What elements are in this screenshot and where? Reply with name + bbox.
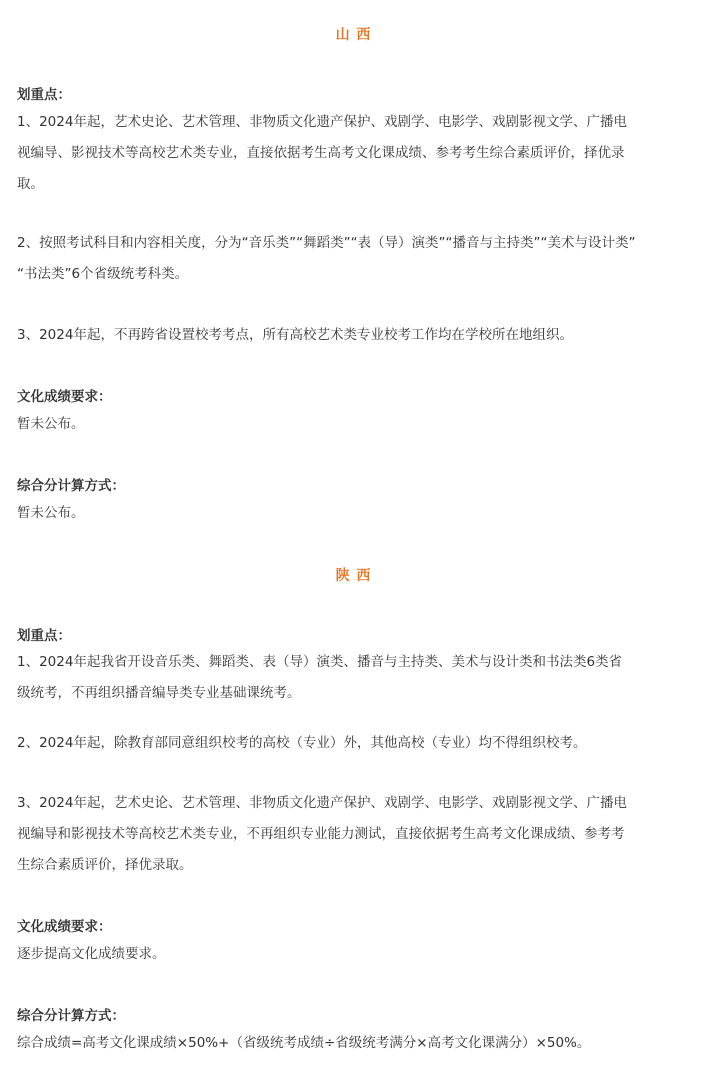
culture-requirement-text: 暂未公布。 — [17, 416, 85, 432]
paragraph-line: 取。 — [17, 176, 44, 192]
key-point-item — [17, 728, 693, 759]
paragraph-line: 3、2024年起，不再跨省设置校考考点，所有高校艺术类专业校考工作均在学校所在地组织。 — [17, 327, 573, 343]
key-points-label: 划重点： — [17, 628, 71, 644]
paragraph-line: 生综合素质评价，择优录取。 — [17, 857, 193, 873]
section-title-shanxi: 山 西 — [335, 27, 372, 43]
key-point-item — [17, 228, 693, 290]
paragraph-line: 2、按照考试科目和内容相关度，分为“音乐类”“舞蹈类”“表（导）演类”“播音与主持类”“美术与设计类” — [17, 235, 636, 251]
score-formula-label: 综合分计算方式： — [17, 1008, 125, 1024]
paragraph-line: 1、2024年起，艺术史论、艺术管理、非物质文化遗产保护、戏剧学、电影学、戏剧影视文学、广播电 — [17, 114, 627, 130]
paragraph-line: 1、2024年起我省开设音乐类、舞蹈类、表（导）演类、播音与主持类、美术与设计类和书法类6类省 — [17, 654, 623, 670]
paragraph-line: 视编导和影视技术等高校艺术类专业，不再组织专业能力测试，直接依据考生高考文化课成绩、参考考 — [17, 826, 625, 842]
score-formula-label: 综合分计算方式： — [17, 478, 125, 494]
culture-requirement-label: 文化成绩要求： — [17, 919, 112, 935]
paragraph-line: 2、2024年起，除教育部同意组织校考的高校（专业）外，其他高校（专业）均不得组织校考。 — [17, 735, 587, 751]
key-point-item — [17, 107, 693, 200]
key-point-item — [17, 320, 693, 351]
score-formula-text: 综合成绩=高考文化课成绩×50%+（省级统考成绩÷省级统考满分×高考文化课满分）×50%。 — [17, 1035, 591, 1051]
paragraph-line: “书法类”6个省级统考科类。 — [17, 266, 189, 282]
paragraph-line: 级统考，不再组织播音编导类专业基础课统考。 — [17, 685, 301, 701]
key-points-label: 划重点： — [17, 87, 71, 103]
culture-requirement-label: 文化成绩要求： — [17, 389, 112, 405]
key-point-item — [17, 788, 693, 881]
paragraph-line: 3、2024年起，艺术史论、艺术管理、非物质文化遗产保护、戏剧学、电影学、戏剧影视文学、广播电 — [17, 795, 627, 811]
key-point-item — [17, 647, 693, 709]
section-title-shaanxi: 陕 西 — [335, 568, 372, 584]
culture-requirement-text: 逐步提高文化成绩要求。 — [17, 946, 166, 962]
paragraph-line: 视编导、影视技术等高校艺术类专业，直接依据考生高考文化课成绩、参考考生综合素质评价，择优录 — [17, 145, 625, 161]
score-formula-text: 暂未公布。 — [17, 505, 85, 521]
